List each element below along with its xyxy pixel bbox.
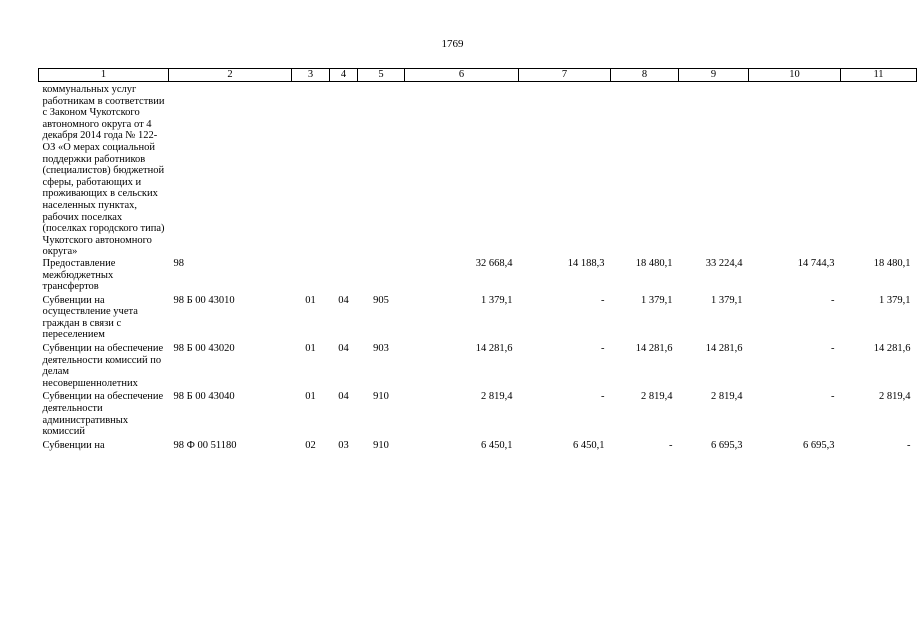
row-value-8: 14 281,6 (635, 343, 673, 355)
row-value-8: 2 819,4 (641, 391, 673, 403)
column-header: 7 (519, 69, 611, 82)
row-value-9: 33 224,4 (705, 257, 743, 269)
row-value-8 (611, 82, 679, 258)
budget-table (38, 68, 917, 451)
row-value-11: 18 480,1 (873, 257, 911, 269)
row-value-9: 6 695,3 (711, 439, 743, 451)
column-header: 2 (169, 69, 292, 82)
row-value-7: - (601, 391, 605, 403)
row-value-9: 1 379,1 (711, 294, 743, 306)
row-code: 98 Б 00 43020 (173, 343, 235, 355)
row-pr: 03 (338, 439, 349, 451)
row-value-6: 32 668,4 (475, 257, 513, 269)
row-value-9 (679, 82, 749, 258)
row-value-6: 1 379,1 (481, 294, 513, 306)
row-code: 98 Б 00 43010 (173, 294, 235, 306)
table-row (39, 438, 917, 452)
row-value-11 (841, 82, 917, 258)
row-value-7: 6 450,1 (573, 439, 605, 451)
row-value-11: 2 819,4 (879, 391, 911, 403)
row-grbs (358, 258, 405, 293)
row-value-6: 2 819,4 (481, 391, 513, 403)
row-grbs: 903 (373, 343, 389, 355)
row-value-8: 18 480,1 (635, 257, 673, 269)
row-code: 98 Б 00 43040 (173, 391, 235, 403)
row-value-6: 14 281,6 (475, 343, 513, 355)
page-number: 1769 (441, 38, 464, 50)
row-grbs: 910 (373, 391, 389, 403)
row-value-10: - (831, 391, 835, 403)
row-value-8: - (669, 439, 673, 451)
column-header: 9 (679, 69, 749, 82)
row-rz (292, 258, 330, 293)
column-header: 4 (330, 69, 358, 82)
row-value-9: 14 281,6 (705, 343, 743, 355)
row-value-10: 14 744,3 (797, 257, 835, 269)
column-header: 5 (358, 69, 405, 82)
column-header: 3 (292, 69, 330, 82)
row-name: Предоставление межбюджетных трансфертов (42, 257, 116, 293)
row-rz: 02 (305, 439, 316, 451)
row-grbs: 905 (373, 294, 389, 306)
row-value-11: 1 379,1 (879, 294, 911, 306)
row-value-10: - (831, 343, 835, 355)
table-row (39, 341, 917, 389)
column-header: 1 (39, 69, 169, 82)
row-value-10: 6 695,3 (803, 439, 835, 451)
row-value-9: 2 819,4 (711, 391, 743, 403)
row-value-6 (405, 82, 519, 258)
column-header-row (39, 69, 917, 82)
row-pr: 04 (338, 391, 349, 403)
column-header: 11 (841, 69, 917, 82)
table-row (39, 293, 917, 341)
row-value-7: - (601, 294, 605, 306)
row-rz: 01 (305, 294, 316, 306)
row-rz: 01 (305, 343, 316, 355)
column-header: 10 (749, 69, 841, 82)
row-pr (330, 82, 358, 258)
row-value-10: - (831, 294, 835, 306)
row-name: Субвенции на (42, 439, 105, 451)
row-rz: 01 (305, 391, 316, 403)
row-code: 98 (173, 257, 184, 269)
table-row (39, 389, 917, 437)
row-code (169, 82, 292, 258)
row-pr: 04 (338, 294, 349, 306)
row-value-7: - (601, 343, 605, 355)
row-value-7: 14 188,3 (567, 257, 605, 269)
row-name: Субвенции на обеспечение деятельности административных комиссий (42, 391, 164, 438)
row-value-10 (749, 82, 841, 258)
row-value-11: - (907, 439, 911, 451)
table-row (39, 258, 917, 293)
row-grbs (358, 82, 405, 258)
row-value-11: 14 281,6 (873, 343, 911, 355)
row-name: Субвенции на обеспечение деятельности комиссий по делам несовершеннолетних (42, 343, 164, 389)
column-header: 6 (405, 69, 519, 82)
row-grbs: 910 (373, 439, 389, 451)
row-pr: 04 (338, 343, 349, 355)
row-value-7 (519, 82, 611, 258)
row-rz (292, 82, 330, 258)
table-row (39, 82, 917, 258)
row-pr (330, 258, 358, 293)
row-code: 98 Ф 00 51180 (173, 439, 237, 451)
row-name: Субвенции на осуществление учета граждан в связи с переселением (42, 294, 138, 341)
column-header: 8 (611, 69, 679, 82)
row-value-6: 6 450,1 (481, 439, 513, 451)
row-value-8: 1 379,1 (641, 294, 673, 306)
row-name: коммунальных услуг работникам в соответствии с Законом Чукотского автономного округа от 4 декабря 2014 года № 122-ОЗ «О мерах социальной поддержки работников (специалистов) бюджетной сферы, работающих и проживающих в сельских населенных пунктах, рабочих поселках (поселках городского типа) Чукотского автономного округа» (42, 84, 165, 258)
